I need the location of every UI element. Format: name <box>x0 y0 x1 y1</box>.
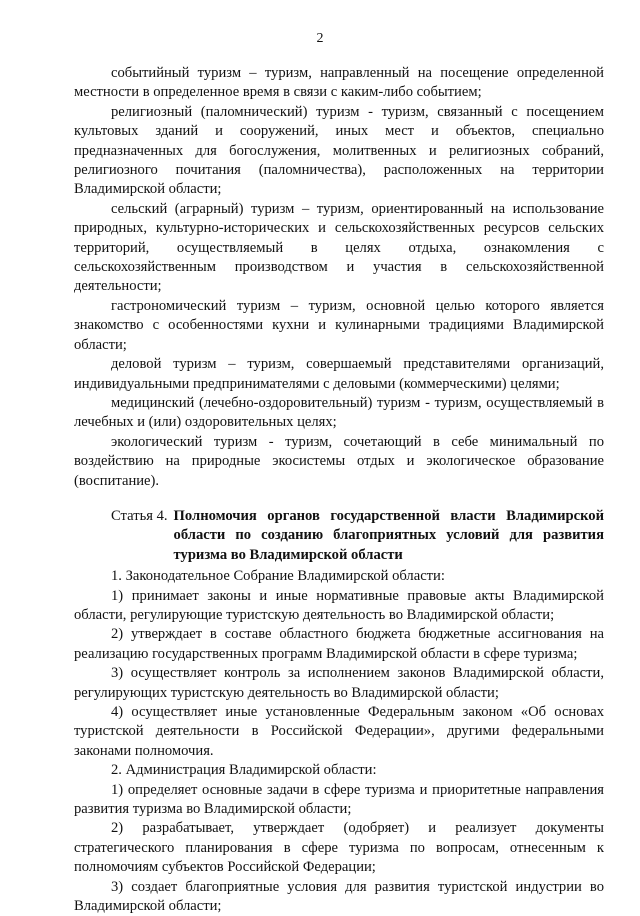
article-heading <box>74 507 604 565</box>
paragraph-assembly-item-3: 3) осуществляет контроль за исполнением законов Владимирской области, регулирующих туристскую деятельность во Владимирской области; <box>74 665 604 701</box>
page-number: 2 <box>316 31 324 46</box>
paragraph-assembly-item-1: 1) принимает законы и иные нормативные правовые акты Владимирской области, регулирующие туристскую деятельность во Владимирской области; <box>74 587 604 623</box>
paragraph-administration: 2. Администрация Владимирской области: <box>111 762 377 779</box>
paragraph-administration-item-2: 2) разрабатывает, утверждает (одобряет) и реализует документы стратегического планирования в сфере туризма по вопросам, отнесенным к полномочиям субъектов Российской Федерации; <box>74 820 604 876</box>
document-body <box>74 64 604 916</box>
paragraph-religious-tourism: религиозный (паломнический) туризм - туризм, связанный с посещением культовых зданий и сооружений, иных мест и объектов, специально предназначенных для богослужения, молитвенных и религиозных собраний, религиозного почитания (паломничества), расположенных на территории Владимирской области; <box>74 103 604 198</box>
paragraph-gastronomic-tourism: гастрономический туризм – туризм, основной целью которого является знакомство с особенностями кухни и кулинарными традициями Владимирской области; <box>74 297 604 353</box>
paragraph-assembly-item-4: 4) осуществляет иные установленные Федеральным законом «Об основах туристской деятельности в Российской Федерации», другими федеральными законами полномочия. <box>74 704 604 759</box>
paragraph-administration-item-1: 1) определяет основные задачи в сфере туризма и приоритетные направления развития туризма во Владимирской области; <box>74 781 604 818</box>
paragraph-assembly-item-2: 2) утверждает в составе областного бюджета бюджетные ассигнования на реализацию государственных программ Владимирской области в сфере туризма; <box>74 626 604 662</box>
paragraph-event-tourism: событийный туризм – туризм, направленный на посещение определенной местности в определенное время в связи с каким-либо событием; <box>74 65 604 101</box>
article-title: Полномочия органов государственной власти Владимирской области по созданию благоприятных условий для развития туризма во Владимирской области <box>173 507 604 563</box>
paragraph-ecological-tourism: экологический туризм - туризм, сочетающий в себе минимальный по воздействию на природные экосистемы отдых и экологическое образование (воспитание). <box>74 433 604 489</box>
paragraph-legislative-assembly: 1. Законодательное Собрание Владимирской области: <box>111 568 445 585</box>
article-label: Статья 4. <box>111 507 168 524</box>
paragraph-rural-tourism: сельский (аграрный) туризм – туризм, ориентированный на использование природных, культурно-исторических и сельскохозяйственных ресурсов сельских территорий, осуществляемый в целях отдыха, ознакомления с сельскохозяйственным производством и участия в сельскохозяйственной деятельности; <box>74 200 604 295</box>
paragraph-administration-item-3: 3) создает благоприятные условия для развития туристской индустрии во Владимирской области; <box>74 878 604 915</box>
paragraph-business-tourism: деловой туризм – туризм, совершаемый представителями организаций, индивидуальными предпринимателями с деловыми (коммерческими) целями; <box>74 356 604 392</box>
paragraph-medical-tourism: медицинский (лечебно-оздоровительный) туризм - туризм, осуществляемый в лечебных и (или) оздоровительных целях; <box>74 394 604 431</box>
